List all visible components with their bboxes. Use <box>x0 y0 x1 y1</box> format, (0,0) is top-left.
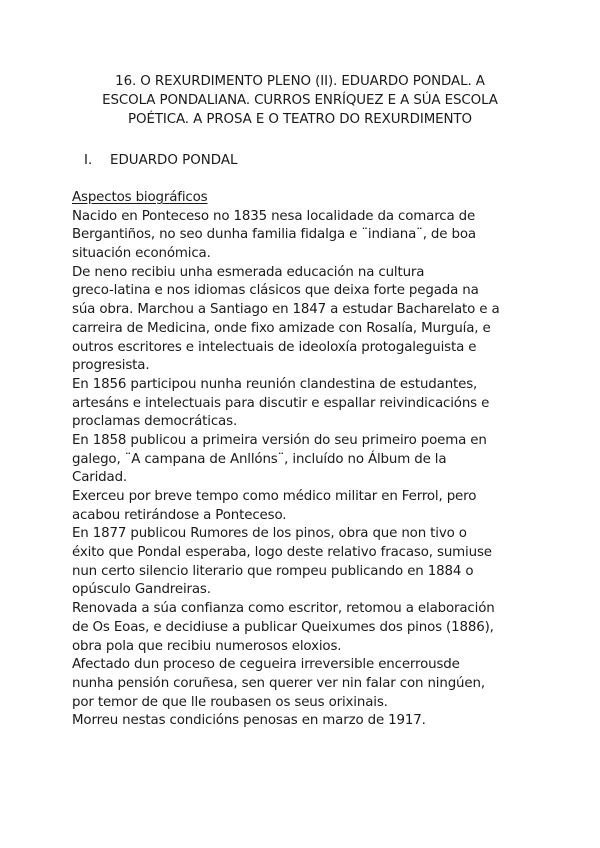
title-line: POÉTICA. A PROSA E O TEATRO DO REXURDIMENTO <box>128 112 472 127</box>
text-line: situación económica. <box>72 246 211 262</box>
text-line: En 1877 publicou Rumores de los pinos, obra que non tivo o <box>72 526 467 542</box>
text-line: Renovada a súa confianza como escritor, retomou a elaboración <box>72 601 495 617</box>
text-line: acabou retirándose a Ponteceso. <box>72 507 287 523</box>
text-line: Nacido en Ponteceso no 1835 nesa localidade da comarca de <box>72 208 476 224</box>
text-line: Afectado dun proceso de cegueira irreversible encerrousde <box>72 657 460 673</box>
text-line: obra pola que recibiu numerosos eloxios. <box>72 638 342 654</box>
text-line: artesáns e intelectuais para discutir e espallar reivindicacións e <box>72 395 490 411</box>
text-line: En 1856 participou nunha reunión clandestina de estudantes, <box>72 376 478 392</box>
title-line: ESCOLA PONDALIANA. CURROS ENRÍQUEZ E A SÚA ESCOLA <box>102 93 498 108</box>
text-line: opúsculo Gandreiras. <box>72 582 211 598</box>
text-line: outros escritores e intelectuais de ideoloxía protogaleguista e <box>72 339 477 355</box>
text-line: De neno recibiu unha esmerada educación na cultura <box>72 264 425 280</box>
biography-text <box>72 189 532 731</box>
text-line: nun certo silencio literario que rompeu publicando en 1884 o <box>72 563 474 579</box>
text-line: galego, ¨A campana de Anllóns¨, incluído no Álbum de la <box>72 451 447 467</box>
text-line: carreira de Medicina, onde fixo amizade con Rosalía, Murguía, e <box>72 320 491 336</box>
text-line: por temor de que lle roubasen os seus orixinais. <box>72 694 388 710</box>
text-line: Exerceu por breve tempo como médico militar en Ferrol, pero <box>72 489 477 504</box>
text-line: proclamas democráticas. <box>72 414 238 430</box>
text-line: de Os Eoas, e decidiuse a publicar Queixumes dos pinos (1886), <box>72 619 494 635</box>
text-line: súa obra. Marchou a Santiago en 1847 a estudar Bacharelato e a <box>72 302 500 318</box>
text-line: Morreu nestas condicións penosas en marzo de 1917. <box>72 713 426 729</box>
subheading: Aspectos biográficos <box>72 190 208 205</box>
section-heading <box>84 151 237 170</box>
text-line: Bergantiños, no seo dunha familia fidalga e ¨indiana¨, de boa <box>72 227 476 243</box>
document-title <box>60 72 540 129</box>
title-line: 16. O REXURDIMENTO PLENO (II). EDUARDO PONDAL. A <box>115 74 485 89</box>
text-line: éxito que Pondal esperaba, logo deste relativo fracaso, sumiuse <box>72 545 492 561</box>
text-line: greco-latina e nos idiomas clásicos que deixa forte pegada na <box>72 283 479 299</box>
text-line: nunha pensión coruñesa, sen querer ver nin falar con ningúen, <box>72 675 485 691</box>
text-line: En 1858 publicou a primeira versión do seu primeiro poema en <box>72 432 487 448</box>
section-number: I. <box>84 153 93 168</box>
text-line: Caridad. <box>72 470 128 486</box>
section-title: EDUARDO PONDAL <box>110 153 238 168</box>
text-line: progresista. <box>72 358 150 374</box>
